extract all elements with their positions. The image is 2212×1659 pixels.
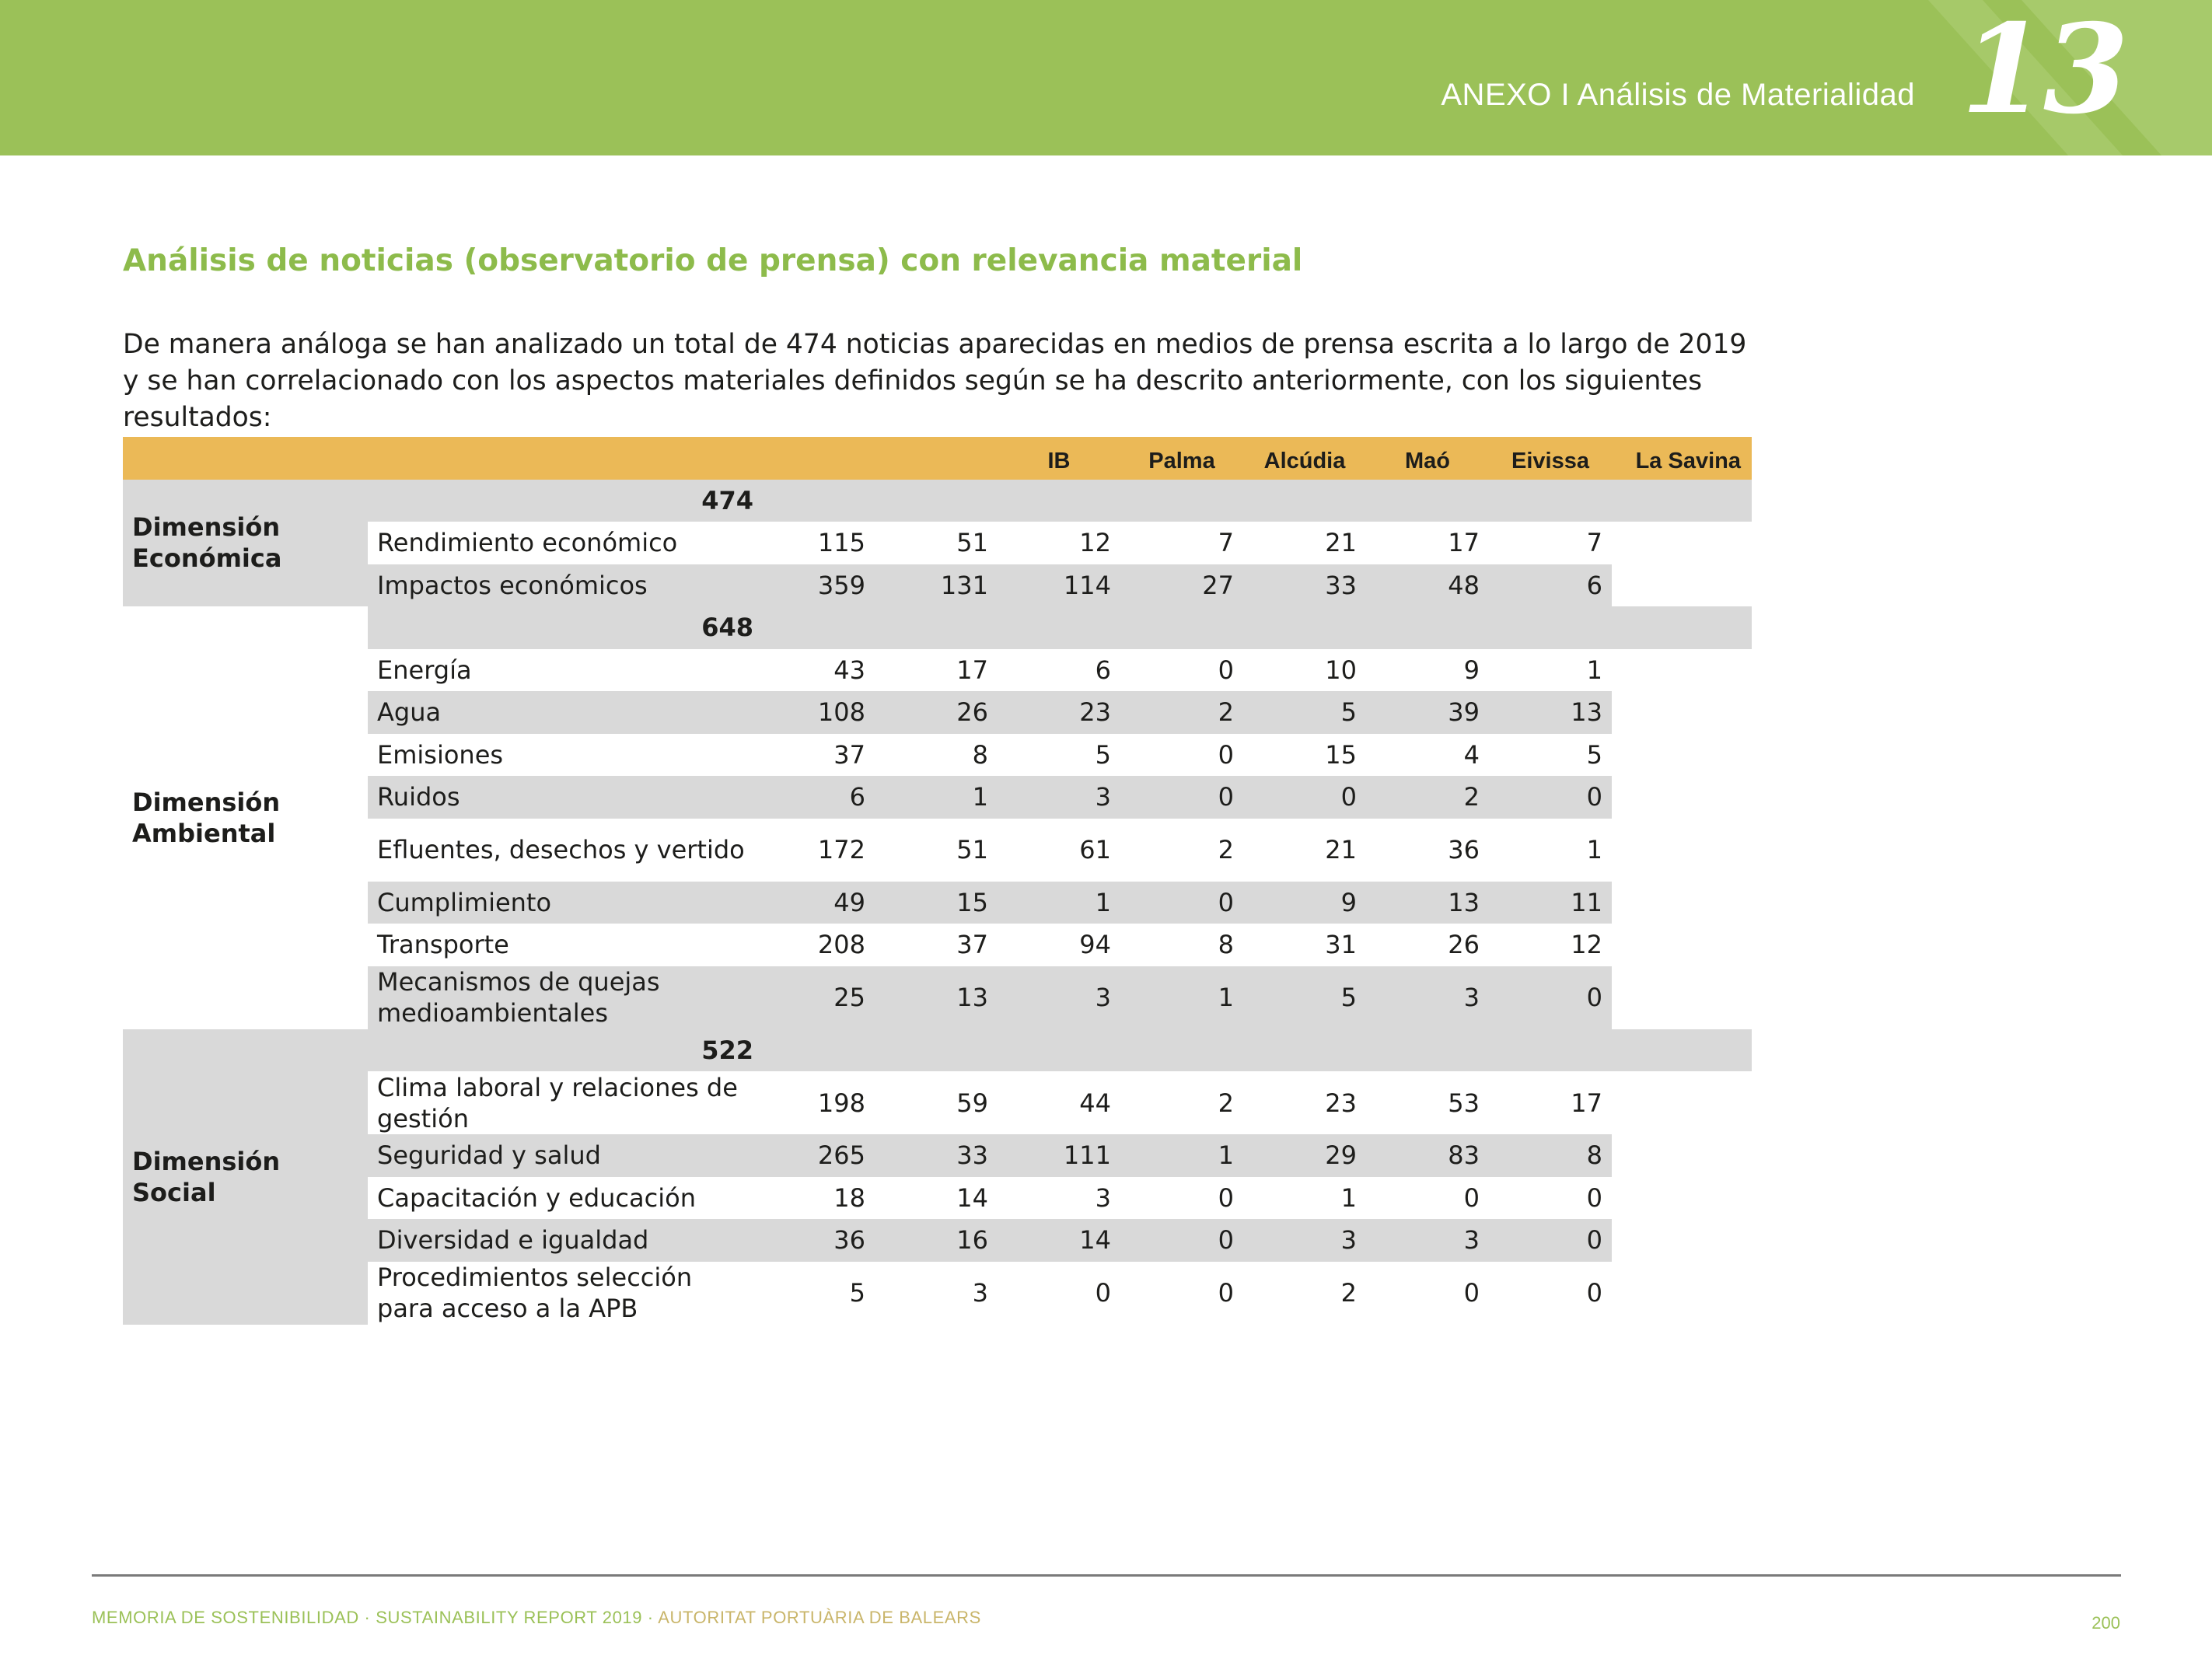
row-label: Seguridad y salud xyxy=(368,1134,757,1177)
port-value: 12 xyxy=(998,522,1120,564)
table-row xyxy=(123,1219,1752,1262)
port-value: 0 xyxy=(1489,966,1612,1029)
column-header: Maó xyxy=(1366,437,1489,480)
port-value: 26 xyxy=(875,691,998,734)
column-header: La Savina xyxy=(1612,437,1752,480)
row-label: Transporte xyxy=(368,924,757,966)
table-row xyxy=(123,522,1752,564)
row-label: Impactos económicos xyxy=(368,564,757,607)
port-value: 31 xyxy=(1243,924,1366,966)
column-header: Palma xyxy=(1120,437,1243,480)
row-label: Efluentes, desechos y vertido xyxy=(368,819,757,882)
dimension-label: Dimensión Social xyxy=(123,1029,368,1325)
table-row xyxy=(123,1177,1752,1220)
port-value: 1 xyxy=(1489,649,1612,692)
row-label: Mecanismos de quejas medioambientales xyxy=(368,966,757,1029)
port-value: 7 xyxy=(1489,522,1612,564)
header-blank xyxy=(875,437,998,480)
port-value: 13 xyxy=(875,966,998,1029)
row-total-value: 359 xyxy=(757,564,875,607)
table-row xyxy=(123,649,1752,692)
row-label: Cumplimiento xyxy=(368,882,757,924)
table-body xyxy=(123,437,1752,1325)
port-value: 0 xyxy=(1120,734,1243,777)
port-value: 3 xyxy=(998,776,1120,819)
table-row xyxy=(123,1134,1752,1177)
empty-cell xyxy=(1489,480,1612,522)
row-total-value: 208 xyxy=(757,924,875,966)
port-value: 0 xyxy=(1489,1219,1612,1262)
port-value: 1 xyxy=(1120,1134,1243,1177)
port-value: 8 xyxy=(875,734,998,777)
table-row xyxy=(123,776,1752,819)
port-value: 0 xyxy=(1366,1177,1489,1220)
port-value: 11 xyxy=(1489,882,1612,924)
port-value: 36 xyxy=(1366,819,1489,882)
table-row xyxy=(123,966,1752,1029)
port-value: 23 xyxy=(998,691,1120,734)
empty-cell xyxy=(757,1029,875,1072)
empty-cell xyxy=(757,606,875,649)
table-row xyxy=(123,564,1752,607)
empty-cell xyxy=(757,480,875,522)
empty-cell xyxy=(1366,480,1489,522)
port-value: 17 xyxy=(1366,522,1489,564)
row-label: Capacitación y educación xyxy=(368,1177,757,1220)
port-value: 9 xyxy=(1366,649,1489,692)
port-value: 0 xyxy=(998,1262,1120,1325)
empty-cell xyxy=(1612,1029,1752,1072)
port-value: 3 xyxy=(998,1177,1120,1220)
row-total-value: 18 xyxy=(757,1177,875,1220)
empty-cell xyxy=(1243,606,1366,649)
port-value: 5 xyxy=(998,734,1120,777)
port-value: 51 xyxy=(875,819,998,882)
column-header: IB xyxy=(998,437,1120,480)
footer-text xyxy=(92,1608,981,1628)
row-label: Rendimiento económico xyxy=(368,522,757,564)
port-value: 0 xyxy=(1120,649,1243,692)
port-value: 1 xyxy=(875,776,998,819)
empty-cell xyxy=(1612,480,1752,522)
port-value: 0 xyxy=(1489,1177,1612,1220)
port-value: 1 xyxy=(998,882,1120,924)
row-total-value: 115 xyxy=(757,522,875,564)
row-label: Procedimientos selección para acceso a la APB xyxy=(368,1262,757,1325)
port-value: 0 xyxy=(1366,1262,1489,1325)
port-value: 12 xyxy=(1489,924,1612,966)
row-total-value: 49 xyxy=(757,882,875,924)
port-value: 1 xyxy=(1489,819,1612,882)
port-value: 0 xyxy=(1489,776,1612,819)
footer-report-name: MEMORIA DE SOSTENIBILIDAD · SUSTAINABILITY REPORT 2019 · xyxy=(92,1608,659,1627)
empty-cell xyxy=(998,480,1120,522)
empty-cell xyxy=(875,480,998,522)
dimension-total-row xyxy=(123,606,1752,649)
port-value: 13 xyxy=(1489,691,1612,734)
table-row xyxy=(123,1071,1752,1134)
port-value: 5 xyxy=(1243,966,1366,1029)
port-value: 3 xyxy=(1366,1219,1489,1262)
row-total-value: 265 xyxy=(757,1134,875,1177)
intro-paragraph: De manera análoga se han analizado un total de 474 noticias aparecidas en medios de prensa escrita a lo largo de 2019 y se han correlacionado con los aspectos materiales definidos según se ha descrito anteriormente, con los siguientes resultados: xyxy=(123,329,1747,433)
port-value: 17 xyxy=(875,649,998,692)
port-value: 59 xyxy=(875,1071,998,1134)
port-value: 2 xyxy=(1120,1071,1243,1134)
port-value: 3 xyxy=(875,1262,998,1325)
port-value: 0 xyxy=(1120,776,1243,819)
table-row xyxy=(123,691,1752,734)
row-total-value: 108 xyxy=(757,691,875,734)
empty-cell xyxy=(1489,606,1612,649)
port-value: 33 xyxy=(1243,564,1366,607)
row-label: Diversidad e igualdad xyxy=(368,1219,757,1262)
empty-cell xyxy=(1120,480,1243,522)
empty-cell xyxy=(1612,606,1752,649)
empty-cell xyxy=(875,606,998,649)
section-heading: Análisis de noticias (observatorio de prensa) con relevancia material xyxy=(123,243,1303,278)
port-value: 21 xyxy=(1243,522,1366,564)
port-value: 0 xyxy=(1243,776,1366,819)
empty-cell xyxy=(1120,1029,1243,1072)
port-value: 4 xyxy=(1366,734,1489,777)
row-total-value: 6 xyxy=(757,776,875,819)
port-value: 9 xyxy=(1243,882,1366,924)
port-value: 0 xyxy=(1120,1219,1243,1262)
row-total-value: 36 xyxy=(757,1219,875,1262)
header-blank xyxy=(368,437,757,480)
port-value: 94 xyxy=(998,924,1120,966)
port-value: 8 xyxy=(1120,924,1243,966)
header-band xyxy=(0,0,2212,155)
page-number: 200 xyxy=(2091,1613,2120,1633)
port-value: 1 xyxy=(1243,1177,1366,1220)
row-total-value: 5 xyxy=(757,1262,875,1325)
table-row xyxy=(123,1262,1752,1325)
dimension-total: 648 xyxy=(368,606,757,649)
port-value: 17 xyxy=(1489,1071,1612,1134)
row-total-value: 25 xyxy=(757,966,875,1029)
port-value: 14 xyxy=(875,1177,998,1220)
port-value: 8 xyxy=(1489,1134,1612,1177)
row-total-value: 37 xyxy=(757,734,875,777)
row-label: Energía xyxy=(368,649,757,692)
empty-cell xyxy=(1243,1029,1366,1072)
port-value: 5 xyxy=(1489,734,1612,777)
port-value: 44 xyxy=(998,1071,1120,1134)
port-value: 6 xyxy=(998,649,1120,692)
dimension-total: 474 xyxy=(368,480,757,522)
table-header-row xyxy=(123,437,1752,480)
port-value: 23 xyxy=(1243,1071,1366,1134)
empty-cell xyxy=(998,1029,1120,1072)
port-value: 16 xyxy=(875,1219,998,1262)
port-value: 10 xyxy=(1243,649,1366,692)
port-value: 5 xyxy=(1243,691,1366,734)
dimension-total-row xyxy=(123,1029,1752,1072)
port-value: 2 xyxy=(1243,1262,1366,1325)
row-total-value: 43 xyxy=(757,649,875,692)
port-value: 27 xyxy=(1120,564,1243,607)
port-value: 3 xyxy=(1366,966,1489,1029)
table-row xyxy=(123,924,1752,966)
empty-cell xyxy=(1243,480,1366,522)
port-value: 53 xyxy=(1366,1071,1489,1134)
port-value: 83 xyxy=(1366,1134,1489,1177)
port-value: 0 xyxy=(1120,1177,1243,1220)
port-value: 15 xyxy=(875,882,998,924)
dimension-total: 522 xyxy=(368,1029,757,1072)
empty-cell xyxy=(1489,1029,1612,1072)
port-value: 61 xyxy=(998,819,1120,882)
port-value: 14 xyxy=(998,1219,1120,1262)
row-label: Clima laboral y relaciones de gestión xyxy=(368,1071,757,1134)
dimension-label: Dimensión Ambiental xyxy=(123,606,368,1029)
materiality-news-table xyxy=(123,437,1752,1325)
port-value: 0 xyxy=(1120,1262,1243,1325)
table-row xyxy=(123,882,1752,924)
table-row xyxy=(123,819,1752,882)
row-label: Agua xyxy=(368,691,757,734)
port-value: 2 xyxy=(1120,819,1243,882)
row-label: Ruidos xyxy=(368,776,757,819)
row-label: Emisiones xyxy=(368,734,757,777)
empty-cell xyxy=(1120,606,1243,649)
dimension-label: Dimensión Económica xyxy=(123,480,368,607)
port-value: 51 xyxy=(875,522,998,564)
section-title: ANEXO I Análisis de Materialidad xyxy=(1441,78,1915,112)
port-value: 33 xyxy=(875,1134,998,1177)
port-value: 39 xyxy=(1366,691,1489,734)
port-value: 2 xyxy=(1120,691,1243,734)
chapter-number: 13 xyxy=(1961,0,2126,141)
footer-divider xyxy=(92,1574,2121,1577)
header-blank xyxy=(757,437,875,480)
dimension-total-row xyxy=(123,480,1752,522)
footer-organization: AUTORITAT PORTUÀRIA DE BALEARS xyxy=(658,1608,981,1627)
empty-cell xyxy=(998,606,1120,649)
port-value: 15 xyxy=(1243,734,1366,777)
port-value: 3 xyxy=(1243,1219,1366,1262)
row-total-value: 172 xyxy=(757,819,875,882)
port-value: 21 xyxy=(1243,819,1366,882)
port-value: 3 xyxy=(998,966,1120,1029)
empty-cell xyxy=(1366,606,1489,649)
port-value: 0 xyxy=(1120,882,1243,924)
port-value: 2 xyxy=(1366,776,1489,819)
port-value: 0 xyxy=(1489,1262,1612,1325)
port-value: 7 xyxy=(1120,522,1243,564)
port-value: 29 xyxy=(1243,1134,1366,1177)
port-value: 13 xyxy=(1366,882,1489,924)
row-total-value: 198 xyxy=(757,1071,875,1134)
port-value: 111 xyxy=(998,1134,1120,1177)
header-blank xyxy=(123,437,368,480)
port-value: 6 xyxy=(1489,564,1612,607)
table-row xyxy=(123,734,1752,777)
empty-cell xyxy=(1366,1029,1489,1072)
port-value: 1 xyxy=(1120,966,1243,1029)
column-header: Eivissa xyxy=(1489,437,1612,480)
port-value: 114 xyxy=(998,564,1120,607)
port-value: 37 xyxy=(875,924,998,966)
port-value: 26 xyxy=(1366,924,1489,966)
empty-cell xyxy=(875,1029,998,1072)
port-value: 48 xyxy=(1366,564,1489,607)
column-header: Alcúdia xyxy=(1243,437,1366,480)
port-value: 131 xyxy=(875,564,998,607)
